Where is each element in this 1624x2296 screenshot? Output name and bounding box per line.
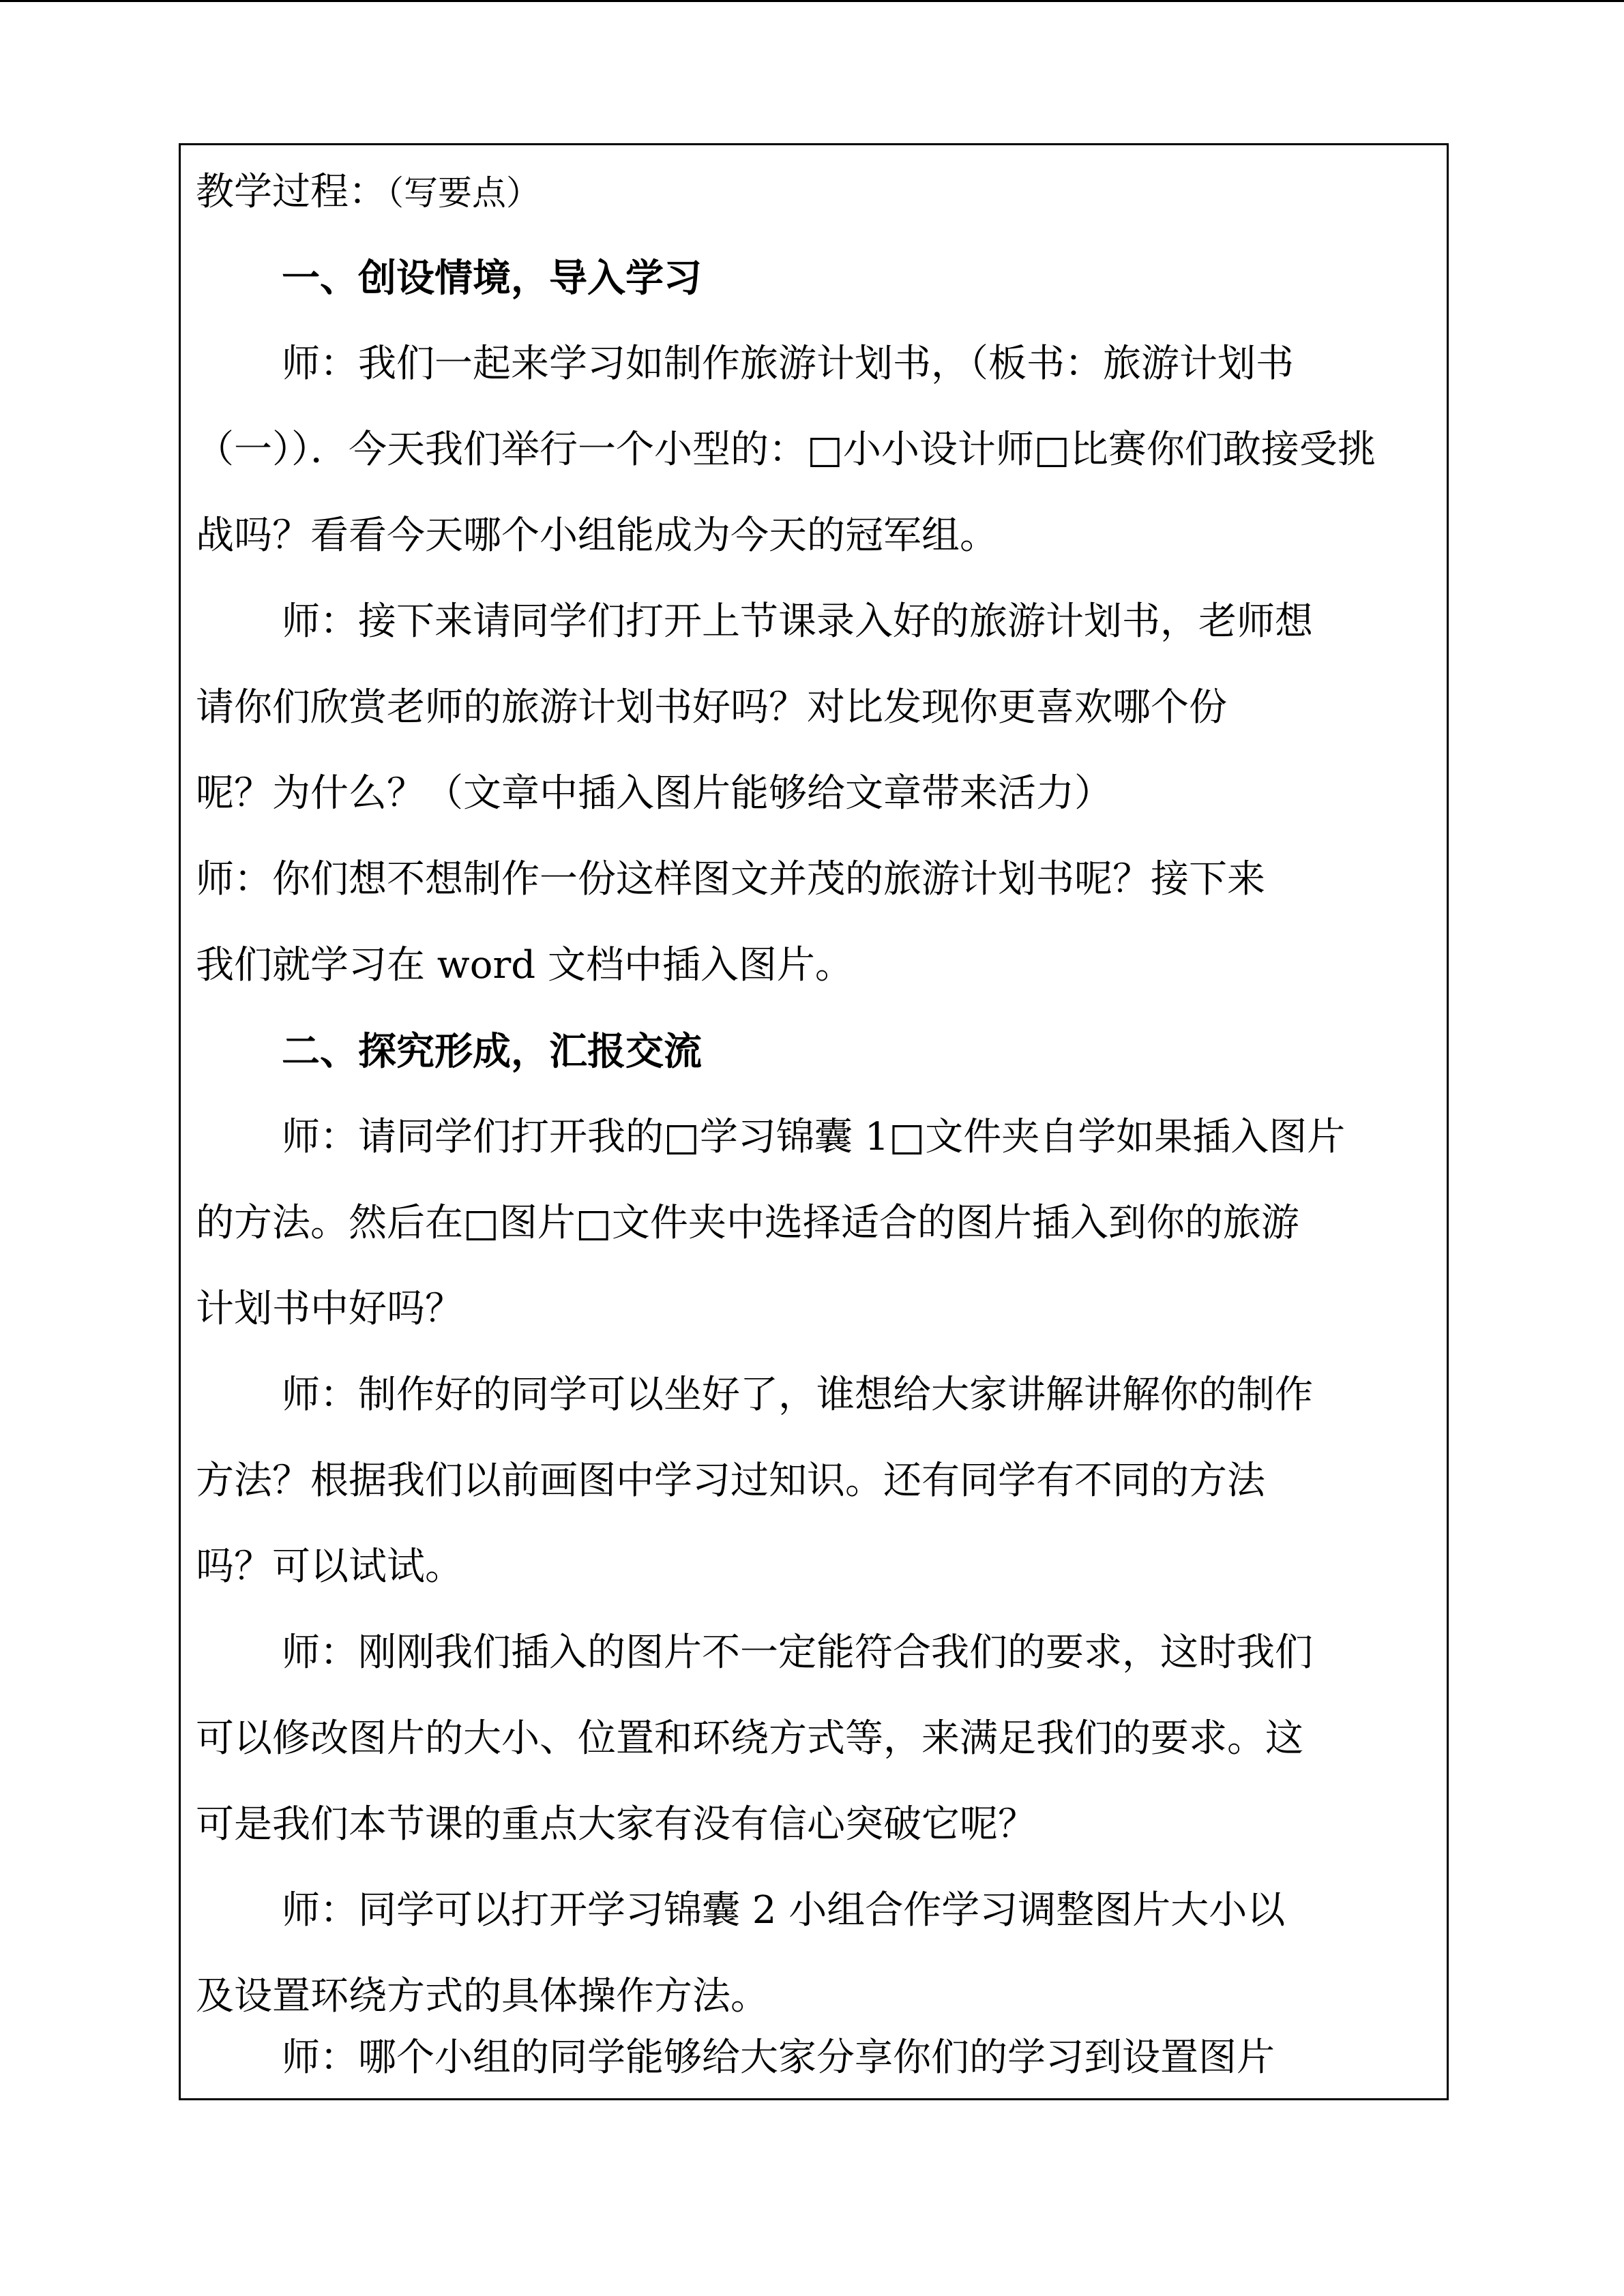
heading-create-situation: 一、创设情境，导入学习: [282, 256, 702, 301]
page-top-rule: [0, 0, 1624, 2]
paragraph-line: 的方法。然后在□图片□文件夹中选择适合的图片插入到你的旅游: [196, 1201, 1299, 1245]
paragraph-line: 吗？可以试试。: [196, 1545, 463, 1589]
paragraph-line: 师：制作好的同学可以坐好了，谁想给大家讲解讲解你的制作: [282, 1373, 1313, 1417]
header-note: （写要点）: [387, 173, 540, 213]
paragraph-line: 战吗？看看今天哪个小组能成为今天的冠军组。: [196, 513, 998, 558]
paragraph-line: 师：刚刚我们插入的图片不一定能符合我们的要求，这时我们: [282, 1630, 1313, 1675]
header-label: 教学过程：: [196, 170, 387, 214]
paragraph-line: 师：我们一起来学习如制作旅游计划书，（板书：旅游计划书: [282, 342, 1294, 386]
paragraph-line: 呢？为什么？（文章中插入图片能够给文章带来活力）: [196, 771, 1112, 816]
paragraph-line: 师：同学可以打开学习锦囊 2 小组合作学习调整图片大小以: [282, 1888, 1286, 1933]
lesson-process-box: [179, 143, 1449, 2100]
paragraph-line: 可以修改图片的大小、位置和环绕方式等，来满足我们的要求。这: [196, 1716, 1303, 1761]
paragraph-line: 及设置环绕方式的具体操作方法。: [196, 1974, 769, 2018]
paragraph-line: 师：你们想不想制作一份这样图文并茂的旅游计划书呢？接下来: [196, 857, 1265, 901]
paragraph-line: （一））．今天我们举行一个小型的：□小小设计师□比赛你们敢接受挑: [196, 428, 1376, 472]
paragraph-line: 师：请同学们打开我的□学习锦囊 1□文件夹自学如果插入图片: [282, 1115, 1346, 1159]
section-header: [196, 149, 1432, 235]
paragraph-line: 计划书中好吗？: [196, 1287, 463, 1331]
heading-explore-report: 二、探究形成，汇报交流: [282, 1029, 702, 1074]
paragraph-line: 请你们欣赏老师的旅游计划书好吗？对比发现你更喜欢哪个份: [196, 685, 1227, 730]
paragraph-line: 师：哪个小组的同学能够给大家分享你们的学习到设置图片: [282, 2036, 1275, 2080]
paragraph-line: 我们就学习在 word 文档中插入图片。: [196, 943, 853, 987]
paragraph-line: 方法？根据我们以前画图中学习过知识。还有同学有不同的方法: [196, 1459, 1265, 1503]
paragraph-line: 可是我们本节课的重点大家有没有信心突破它呢？: [196, 1802, 1036, 1847]
paragraph-line: 师：接下来请同学们打开上节课录入好的旅游计划书，老师想: [282, 599, 1313, 644]
